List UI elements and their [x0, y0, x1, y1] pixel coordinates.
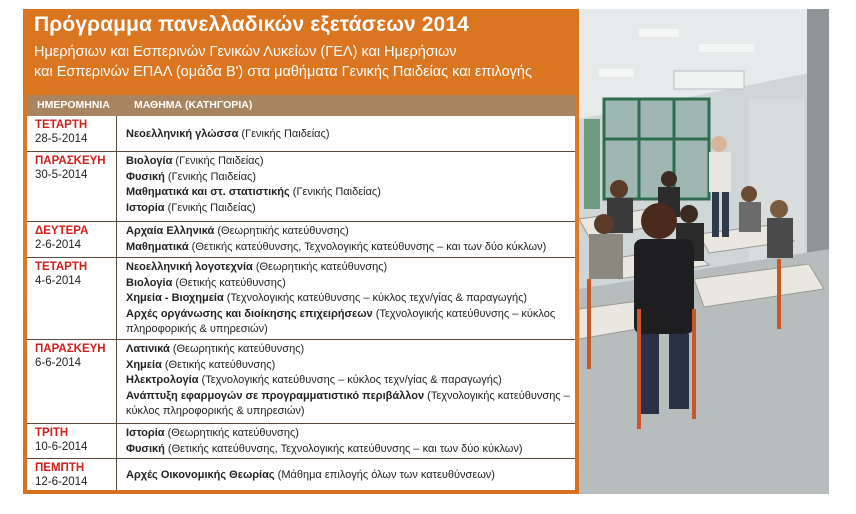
- row-day: ΤΡΙΤΗ: [35, 427, 69, 439]
- subject-line: [126, 240, 546, 254]
- schedule-subtitle-line2: και Εσπερινών ΕΠΑΛ (ομάδα Β') στα μαθήματα Γενικής Παιδείας και επιλογής: [34, 64, 532, 80]
- row-date: 6-6-2014: [35, 357, 82, 369]
- subject-category: (Θετικής κατεύθυνσης): [172, 276, 286, 289]
- table-row: [27, 116, 575, 151]
- subject-category: (Θεωρητικής κατεύθυνσης): [252, 261, 388, 273]
- subject-line: [126, 276, 286, 290]
- subject-name: Χημεία: [126, 358, 162, 371]
- subject-name: Ιστορία: [126, 427, 165, 439]
- subject-category: (Τεχνολογικής κατεύθυνσης – κύκλος: [372, 307, 556, 320]
- subject-line: [126, 322, 268, 336]
- subject-category: (Γενικής Παιδείας): [172, 155, 264, 167]
- subject-name: Αρχές Οικονομικής Θεωρίας: [126, 469, 275, 481]
- exam-table: [27, 95, 575, 490]
- subject-name: Λατινικά: [126, 343, 170, 355]
- subject-name: Βιολογία: [126, 276, 173, 289]
- subject-name: Ηλεκτρολογία: [126, 374, 199, 386]
- row-day: ΤΕΤΑΡΤΗ: [35, 119, 88, 131]
- subject-line: [126, 201, 256, 215]
- subject-name: Νεοελληνική λογοτεχνία: [126, 261, 253, 273]
- subject-line: [126, 468, 495, 482]
- table-row: [27, 257, 575, 340]
- subject-line: [126, 389, 570, 403]
- row-date: 30-5-2014: [35, 169, 88, 181]
- subject-category: πληροφορικής & υπηρεσιών): [126, 323, 268, 335]
- subject-line: [126, 185, 381, 199]
- row-date: 28-5-2014: [35, 133, 88, 145]
- subject-line: [126, 358, 275, 372]
- subject-name: Νεοελληνική γλώσσα: [126, 128, 239, 140]
- subject-category: κύκλος πληροφορικής & υπηρεσιών): [126, 405, 305, 417]
- table-row: [27, 423, 575, 459]
- table-header: [27, 95, 575, 116]
- row-day: ΤΕΤΑΡΤΗ: [35, 261, 88, 273]
- subject-line: [126, 127, 330, 141]
- subject-name: Ιστορία: [126, 201, 165, 214]
- subject-category: (Γενικής Παιδείας): [238, 128, 330, 140]
- subject-name: Φυσική: [126, 442, 165, 455]
- row-day: ΠΑΡΑΣΚΕΥΗ: [35, 155, 106, 167]
- subject-name: Μαθηματικά και στ. στατιστικής: [126, 186, 290, 198]
- subject-name: Φυσική: [126, 170, 165, 183]
- row-date: 10-6-2014: [35, 441, 88, 453]
- subject-category: (Τεχνολογικής κατεύθυνσης –: [424, 389, 570, 402]
- subject-category: (Θεωρητικής κατεύθυνσης): [214, 225, 349, 237]
- subject-line: [126, 404, 305, 418]
- subject-line: [126, 426, 299, 440]
- subject-name: Χημεία - Βιοχημεία: [126, 292, 224, 304]
- table-row: [27, 221, 575, 258]
- subject-category: (Γενικής Παιδείας): [164, 170, 257, 183]
- column-header-date: ΗΜΕΡΟΜΗΝΙΑ: [37, 99, 110, 111]
- subject-line: [126, 342, 304, 356]
- table-row: [27, 151, 575, 222]
- subject-category: (Θετικής κατεύθυνσης, Τεχνολογικής κατεύθυνσης – και των δύο κύκλων): [164, 442, 523, 455]
- column-header-subject: ΜΑΘΗΜΑ (ΚΑΤΗΓΟΡΙΑ): [134, 99, 253, 111]
- schedule-title: Πρόγραμμα πανελλαδικών εξετάσεων 2014: [34, 13, 469, 36]
- exam-classroom-photo: [579, 9, 829, 494]
- subject-category: (Μάθημα επιλογής όλων των κατευθύνσεων): [274, 469, 495, 481]
- row-day: ΠΕΜΠΤΗ: [35, 462, 85, 474]
- subject-category: (Γενικής Παιδείας): [164, 201, 256, 214]
- subject-name: Αρχές οργάνωσης και διοίκησης επιχειρήσεων: [126, 307, 373, 320]
- subject-line: [126, 373, 502, 387]
- subject-line: [126, 260, 387, 274]
- subject-category: (Θετικής κατεύθυνσης): [161, 358, 276, 371]
- schedule-subtitle-line1: Ημερήσιων και Εσπερινών Γενικών Λυκείων (ΓΕΛ) και Ημερήσιων: [34, 44, 457, 60]
- table-row: [27, 339, 575, 424]
- row-day: ΠΑΡΑΣΚΕΥΗ: [35, 343, 106, 355]
- subject-name: Βιολογία: [126, 155, 173, 167]
- subject-line: [126, 307, 555, 321]
- subject-category: (Θεωρητικής κατεύθυνσης): [164, 427, 299, 439]
- subject-name: Ανάπτυξη εφαρμογών σε προγραμματιστικό περιβάλλον: [126, 389, 425, 402]
- classroom-illustration: [579, 9, 829, 494]
- subject-category: (Τεχνολογικής κατεύθυνσης – κύκλος τεχν/γίας & παραγωγής): [223, 292, 528, 304]
- subject-name: Μαθηματικά: [126, 240, 189, 253]
- subject-category: (Τεχνολογικής κατεύθυνσης – κύκλος τεχν/γίας & παραγωγής): [198, 374, 502, 386]
- subject-line: [126, 291, 527, 305]
- subject-name: Αρχαία Ελληνικά: [126, 225, 215, 237]
- row-date: 2-6-2014: [35, 239, 82, 251]
- subject-line: [126, 224, 349, 238]
- subject-category: (Θεωρητικής κατεύθυνσης): [169, 343, 305, 355]
- subject-category: (Θετικής κατεύθυνσης, Τεχνολογικής κατεύθυνσης – και των δύο κύκλων): [188, 240, 547, 253]
- row-date: 12-6-2014: [35, 476, 88, 488]
- subject-category: (Γενικής Παιδείας): [289, 186, 381, 198]
- exam-schedule-panel: [23, 9, 579, 494]
- subject-line: [126, 154, 264, 168]
- table-row: [27, 458, 575, 491]
- subject-line: [126, 170, 256, 184]
- row-day: ΔΕΥΤΕΡΑ: [35, 225, 89, 237]
- row-date: 4-6-2014: [35, 275, 82, 287]
- subject-line: [126, 442, 523, 456]
